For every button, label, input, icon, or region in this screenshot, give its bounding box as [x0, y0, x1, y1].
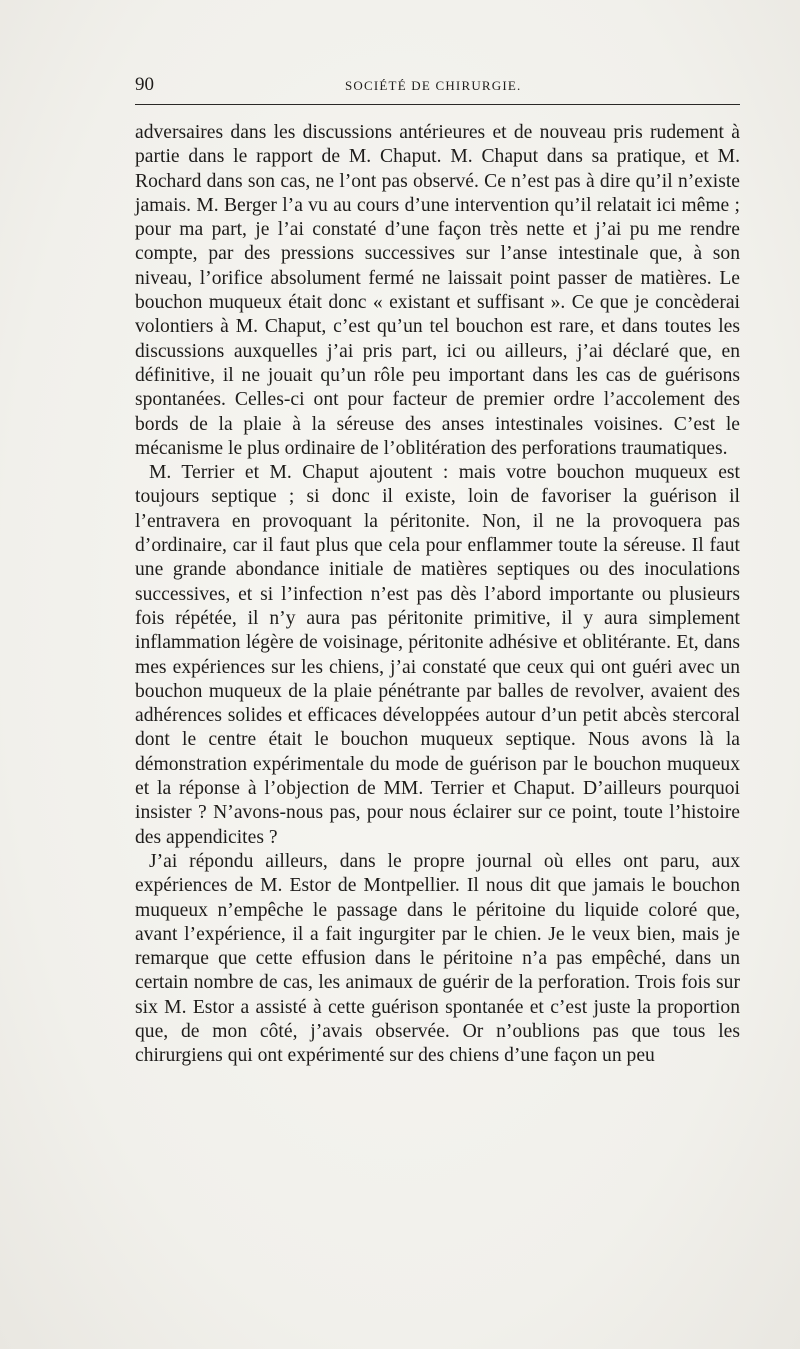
header-rule [135, 104, 740, 105]
body-text [135, 121, 740, 1069]
page-number: 90 [135, 74, 154, 95]
running-title: SOCIÉTÉ DE CHIRURGIE. [345, 78, 522, 93]
paragraph-1: adversaires dans les discussions antérieures et de nouveau pris rudement à partie dans le rapport de M. Chaput. M. Chaput dans sa pratique, et M. Rochard dans son cas, ne l’ont pas observé. Ce n’est pas à dire qu’il n’existe jamais. M. Berger l’a vu au cours d’une intervention qu’il relatait ici même ; pour ma part, je l’ai constaté d’une façon très nette et j’ai pu me rendre compte, par des pressions successives sur l’anse intestinale que, à son niveau, l’orifice absolument fermé ne laissait point passer de matières. Le bouchon muqueux était donc « existant et suffisant ». Ce que je concèderai volontiers à M. Chaput, c’est qu’un tel bouchon est rare, et dans toutes les discussions auxquelles j’ai pris part, ici ou ailleurs, j’ai déclaré que, en définitive, il ne jouait qu’un rôle peu important dans les cas de guérisons spontanées. Celles-ci ont pour facteur de premier ordre l’accolement des bords de la plaie à la séreuse des anses intestinales voisines. C’est le mécanisme le plus ordinaire de l’oblitération des perforations traumatiques. [135, 122, 740, 459]
paragraph-2: M. Terrier et M. Chaput ajoutent : mais votre bouchon muqueux est toujours septique ; si donc il existe, loin de favoriser la guérison il l’entravera en provoquant la péritonite. Non, il ne la provoquera pas d’ordinaire, car il faut plus que cela pour enflammer toute la séreuse. Il faut une grande abondance initiale de matières septiques ou des inoculations successives, et si l’infection n’est pas dès l’abord importante ou plusieurs fois répétée, il n’y aura pas péritonite primitive, il y aura simplement inflammation légère de voisinage, péritonite adhésive et oblitérante. Et, dans mes expériences sur les chiens, j’ai constaté que ceux qui ont guéri avec un bouchon muqueux de la plaie pénétrante par balles de revolver, avaient des adhérences solides et efficaces développées autour d’un petit abcès stercoral dont le centre était le bouchon muqueux septique. Nous avons là la démonstration expérimentale du mode de guérison par le bouchon muqueux et la réponse à l’objection de MM. Terrier et Chaput. D’ailleurs pourquoi insister ? N’avons-nous pas, pour nous éclairer sur ce point, toute l’histoire des appendicites ? [135, 462, 740, 848]
running-header [135, 70, 740, 100]
paragraph-3: J’ai répondu ailleurs, dans le propre journal où elles ont paru, aux expériences de M. Estor de Montpellier. Il nous dit que jamais le bouchon muqueux n’empêche le passage dans le péritoine du liquide coloré que, avant l’expérience, il a fait ingurgiter par le chien. Je le veux bien, mais je remarque que cette effusion dans le péritoine n’a pas empêché, dans un certain nombre de cas, les animaux de guérir de la perforation. Trois fois sur six M. Estor a assisté à cette guérison spontanée et c’est juste la proportion que, de mon côté, j’avais observée. Or n’oublions pas que tous les chirurgiens qui ont expérimenté sur des chiens d’une façon un peu [135, 850, 740, 1067]
